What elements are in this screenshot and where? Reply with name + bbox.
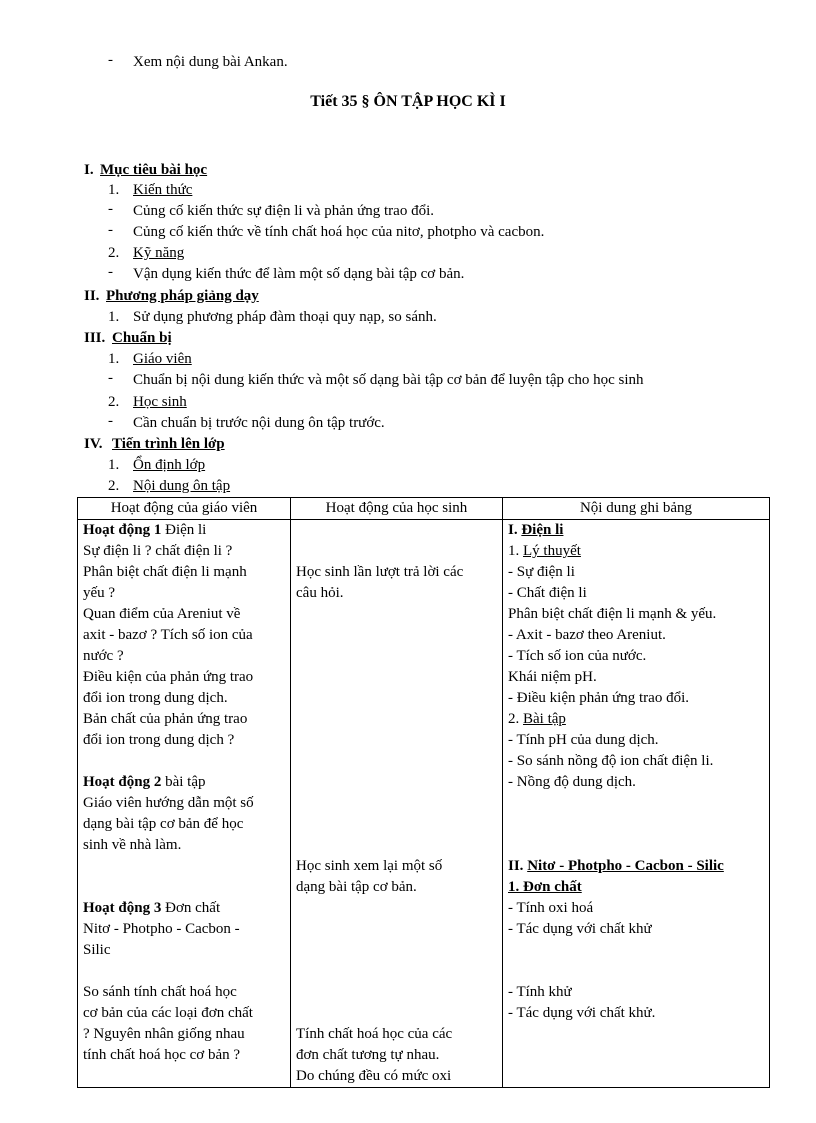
cell-text: Silic bbox=[83, 942, 111, 958]
activity-1-heading: Hoạt động 1 Điện li bbox=[83, 522, 207, 538]
cell-text: - Axit - bazơ theo Areniut. bbox=[508, 627, 666, 643]
cell-text: - Chất điện li bbox=[508, 585, 587, 601]
section-1-1-heading: Kiến thức bbox=[133, 182, 193, 198]
spacer bbox=[296, 898, 497, 919]
list-item: Củng cố kiến thức về tính chất hoá học của nitơ, photpho và cacbon. bbox=[133, 224, 545, 240]
section-3-1-heading: Giáo viên bbox=[133, 351, 192, 367]
list-item: Sử dụng phương pháp đàm thoại quy nạp, so sánh. bbox=[133, 309, 437, 325]
section-4-number: IV. bbox=[84, 436, 103, 452]
spacer bbox=[296, 709, 497, 730]
cell-text: Giáo viên hướng dẫn một số bbox=[83, 795, 254, 811]
spacer bbox=[296, 625, 497, 646]
spacer bbox=[83, 877, 285, 898]
board-subheading: 2. Bài tập bbox=[508, 711, 566, 727]
spacer bbox=[296, 814, 497, 835]
section-3-1-number: 1. bbox=[108, 351, 120, 367]
bullet-dash: - bbox=[108, 222, 113, 238]
spacer bbox=[296, 751, 497, 772]
section-4-2-heading: Nội dung ôn tập bbox=[133, 478, 231, 494]
board-subheading: 1. Lý thuyết bbox=[508, 543, 581, 559]
spacer bbox=[296, 940, 497, 961]
spacer bbox=[508, 940, 764, 961]
cell-text: - Tính pH của dung dịch. bbox=[508, 732, 659, 748]
cell-text: nước ? bbox=[83, 648, 124, 664]
cell-text: Sự điện li ? chất điện li ? bbox=[83, 543, 233, 559]
header-student: Hoạt động của học sinh bbox=[291, 498, 503, 520]
top-item: Xem nội dung bài Ankan. bbox=[133, 54, 288, 70]
cell-text: dạng bài tập cơ bản. bbox=[296, 879, 417, 895]
section-1-heading: Mục tiêu bài học bbox=[100, 162, 208, 178]
section-1-2-number: 2. bbox=[108, 245, 120, 261]
teacher-cell bbox=[78, 520, 291, 1088]
board-heading-1: I. Điện li bbox=[508, 522, 564, 538]
cell-text: Học sinh xem lại một số bbox=[296, 858, 443, 874]
spacer bbox=[296, 793, 497, 814]
cell-text: tính chất hoá học cơ bản ? bbox=[83, 1047, 241, 1063]
cell-text: - Sự điện li bbox=[508, 564, 575, 580]
spacer bbox=[83, 856, 285, 877]
cell-text: - Nồng độ dung dịch. bbox=[508, 774, 636, 790]
spacer bbox=[296, 919, 497, 940]
cell-text: Quan điểm của Areniut về bbox=[83, 606, 241, 622]
cell-text: câu hỏi. bbox=[296, 585, 344, 601]
section-3-2-heading: Học sinh bbox=[133, 394, 187, 410]
cell-text: yếu ? bbox=[83, 585, 116, 601]
spacer bbox=[296, 772, 497, 793]
cell-text: cơ bản của các loại đơn chất bbox=[83, 1005, 253, 1021]
spacer bbox=[296, 604, 497, 625]
board-subheading: 1. Đơn chất bbox=[508, 879, 582, 895]
page-title: Tiết 35 § ÔN TẬP HỌC KÌ I bbox=[310, 93, 506, 110]
lesson-table bbox=[77, 497, 770, 1088]
student-cell bbox=[291, 520, 503, 1088]
section-1-number: I. bbox=[84, 162, 94, 178]
cell-text: axit - bazơ ? Tích số ion của bbox=[83, 627, 253, 643]
spacer bbox=[296, 961, 497, 982]
bullet-dash: - bbox=[108, 201, 113, 217]
activity-3-heading: Hoạt động 3 Đơn chất bbox=[83, 900, 221, 916]
list-item: Chuẩn bị nội dung kiến thức và một số dạng bài tập cơ bản để luyện tập cho học sinh bbox=[133, 372, 644, 388]
cell-text: Phân biệt chất điện li mạnh bbox=[83, 564, 247, 580]
cell-text: Bản chất của phản ứng trao bbox=[83, 711, 248, 727]
table-row bbox=[78, 520, 770, 1088]
cell-text: - So sánh nồng độ ion chất điện li. bbox=[508, 753, 714, 769]
cell-text: đơn chất tương tự nhau. bbox=[296, 1047, 440, 1063]
cell-text: So sánh tính chất hoá học bbox=[83, 984, 237, 1000]
list-item: Cần chuẩn bị trước nội dung ôn tập trước. bbox=[133, 415, 385, 431]
cell-text: - Tích số ion của nước. bbox=[508, 648, 647, 664]
spacer bbox=[83, 961, 285, 982]
section-3-heading: Chuẩn bị bbox=[112, 330, 172, 346]
section-2-heading: Phương pháp giảng dạy bbox=[106, 288, 259, 304]
spacer bbox=[296, 646, 497, 667]
spacer bbox=[508, 793, 764, 814]
spacer bbox=[296, 730, 497, 751]
section-1-2-heading: Kỹ năng bbox=[133, 245, 185, 261]
cell-text: Do chúng đều có mức oxi bbox=[296, 1068, 452, 1084]
header-board: Nội dung ghi bảng bbox=[503, 498, 770, 520]
table-header-row bbox=[78, 498, 770, 520]
cell-text: Học sinh lần lượt trả lời các bbox=[296, 564, 464, 580]
spacer bbox=[296, 1003, 497, 1024]
spacer bbox=[296, 688, 497, 709]
cell-text: - Điều kiện phản ứng trao đổi. bbox=[508, 690, 690, 706]
cell-text: Điều kiện của phản ứng trao bbox=[83, 669, 254, 685]
spacer bbox=[296, 835, 497, 856]
cell-text: - Tính oxi hoá bbox=[508, 900, 594, 916]
bullet-dash: - bbox=[108, 264, 113, 280]
list-item: Củng cố kiến thức sự điện li và phản ứng trao đổi. bbox=[133, 203, 435, 219]
cell-text: ? Nguyên nhân giống nhau bbox=[83, 1026, 245, 1042]
list-number: 1. bbox=[108, 309, 120, 325]
header-teacher: Hoạt động của giáo viên bbox=[78, 498, 291, 520]
cell-text: sinh về nhà làm. bbox=[83, 837, 182, 853]
spacer bbox=[296, 982, 497, 1003]
section-4-1-heading: Ổn định lớp bbox=[133, 457, 206, 473]
bullet-dash: - bbox=[108, 370, 113, 386]
cell-text: Phân biệt chất điện li mạnh & yếu. bbox=[508, 606, 717, 622]
spacer bbox=[508, 835, 764, 856]
cell-text: - Tác dụng với chất khử bbox=[508, 921, 652, 937]
spacer bbox=[83, 751, 285, 772]
section-2-number: II. bbox=[84, 288, 100, 304]
cell-text: - Tính khử bbox=[508, 984, 572, 1000]
cell-text: Nitơ - Photpho - Cacbon - bbox=[83, 921, 240, 937]
section-4-2-number: 2. bbox=[108, 478, 120, 494]
bullet-dash: - bbox=[108, 413, 113, 429]
section-3-number: III. bbox=[84, 330, 106, 346]
section-1-1-number: 1. bbox=[108, 182, 120, 198]
spacer bbox=[296, 541, 497, 562]
cell-text: Khái niệm pH. bbox=[508, 669, 597, 685]
section-4-heading: Tiến trình lên lớp bbox=[112, 436, 225, 452]
section-3-2-number: 2. bbox=[108, 394, 120, 410]
board-heading-2: II. Nitơ - Photpho - Cacbon - Silic bbox=[508, 858, 724, 874]
spacer bbox=[296, 667, 497, 688]
spacer bbox=[508, 961, 764, 982]
section-4-1-number: 1. bbox=[108, 457, 120, 473]
activity-2-heading: Hoạt động 2 bài tập bbox=[83, 774, 206, 790]
cell-text: đổi ion trong dung dịch ? bbox=[83, 732, 235, 748]
cell-text: dạng bài tập cơ bản để học bbox=[83, 816, 244, 832]
cell-text: Tính chất hoá học của các bbox=[296, 1026, 453, 1042]
cell-text: đổi ion trong dung dịch. bbox=[83, 690, 228, 706]
board-cell bbox=[503, 520, 770, 1088]
spacer bbox=[296, 520, 497, 541]
bullet-dash: - bbox=[108, 52, 113, 68]
cell-text: - Tác dụng với chất khử. bbox=[508, 1005, 656, 1021]
spacer bbox=[508, 814, 764, 835]
list-item: Vận dụng kiến thức để làm một số dạng bài tập cơ bản. bbox=[133, 266, 465, 282]
